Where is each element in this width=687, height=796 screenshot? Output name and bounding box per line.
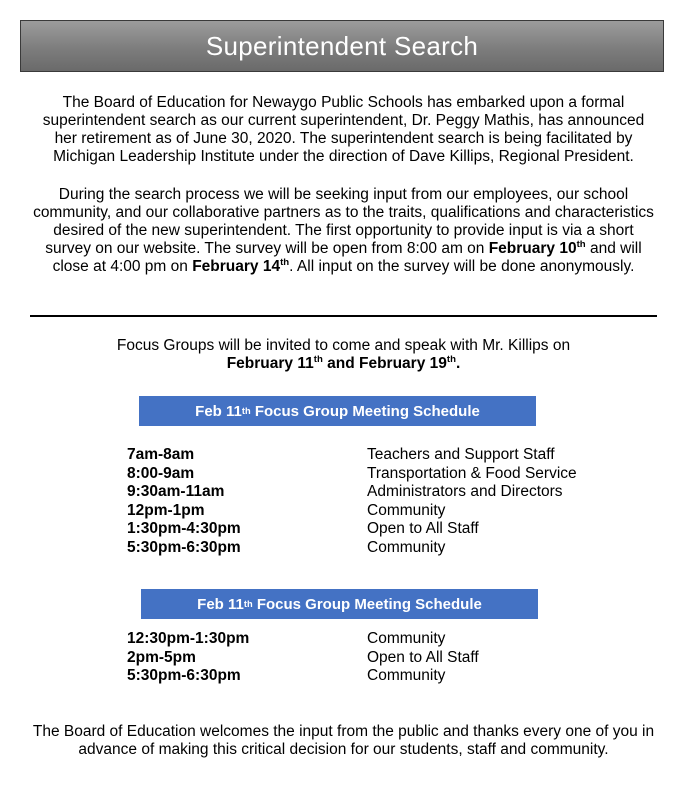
closing-paragraph: The Board of Education welcomes the input from the public and thanks every one of you in advance of making this critical decision for our students, staff and community. bbox=[32, 723, 655, 758]
schedule-group: Community bbox=[367, 667, 446, 684]
schedule-time: 1:30pm-4:30pm bbox=[127, 520, 241, 537]
schedule-time: 7am-8am bbox=[127, 446, 195, 463]
schedule-row bbox=[127, 446, 577, 465]
survey-text: During the search process we will be seeking input from our employees, our school community, and our collaborative partners as to the traits, qualifications and characteristics desired of the new superintendent. The first opportunity to provide input is via a short survey on our website. The survey will be open from 8:00 am on bbox=[33, 186, 654, 257]
schedule-list-1 bbox=[127, 446, 577, 557]
focus-groups-paragraph bbox=[30, 337, 657, 373]
schedule-time: 2pm-5pm bbox=[127, 648, 196, 666]
schedule-group: Open to All Staff bbox=[367, 648, 479, 666]
schedule-group: Administrators and Directors bbox=[367, 483, 563, 500]
schedule-group: Community bbox=[367, 630, 446, 647]
survey-end-date-suffix: th bbox=[280, 256, 290, 268]
schedule-group: Transportation & Food Service bbox=[367, 464, 577, 482]
schedule-group: Community bbox=[367, 501, 446, 519]
schedule-time: 12pm-1pm bbox=[127, 501, 205, 519]
title-banner bbox=[20, 20, 664, 72]
page-title: Superintendent Search bbox=[205, 30, 479, 61]
survey-start-date-suffix: th bbox=[576, 238, 586, 250]
survey-mid-text: and will close at 4:00 pm on bbox=[52, 240, 642, 275]
focus-groups-dates: February 11th and February 19th. bbox=[226, 353, 461, 372]
schedule-time: 9:30am-11am bbox=[127, 483, 225, 500]
schedule-row bbox=[127, 667, 479, 686]
section-divider bbox=[30, 315, 657, 317]
survey-paragraph bbox=[30, 186, 657, 276]
schedule-row bbox=[127, 502, 577, 521]
schedule-row bbox=[127, 649, 479, 668]
schedule-time: 8:00-9am bbox=[127, 464, 195, 482]
schedule-time: 5:30pm-6:30pm bbox=[127, 538, 241, 556]
schedule-row bbox=[127, 483, 577, 502]
schedule-row bbox=[127, 465, 577, 484]
schedule-row bbox=[127, 520, 577, 539]
schedule-header-2: Feb 11 th Focus Group Meeting Schedule bbox=[141, 589, 538, 619]
schedule-header-1: Feb 11 th Focus Group Meeting Schedule bbox=[139, 396, 536, 426]
schedule-group: Teachers and Support Staff bbox=[367, 446, 555, 463]
schedule-time: 12:30pm-1:30pm bbox=[127, 630, 250, 647]
intro-paragraph: The Board of Education for Newaygo Public Schools has embarked upon a formal superintendent search as our current superintendent, Dr. Peggy Mathis, has announced her retirement as of June 30, 2020. The superintendent search is being facilitated by Michigan Leadership Institute under the direction of Dave Killips, Regional President. bbox=[42, 94, 645, 165]
survey-end-text: . All input on the survey will be done anonymously. bbox=[289, 258, 635, 275]
schedule-group: Open to All Staff bbox=[367, 520, 479, 537]
survey-end-date: February 14 bbox=[192, 258, 281, 275]
schedule-list-2 bbox=[127, 630, 479, 686]
schedule-row bbox=[127, 539, 577, 558]
schedule-group: Community bbox=[367, 538, 446, 556]
schedule-time: 5:30pm-6:30pm bbox=[127, 667, 241, 684]
survey-start-date: February 10 bbox=[488, 240, 577, 257]
focus-groups-text: Focus Groups will be invited to come and speak with Mr. Killips on bbox=[116, 337, 571, 354]
schedule-row bbox=[127, 630, 479, 649]
